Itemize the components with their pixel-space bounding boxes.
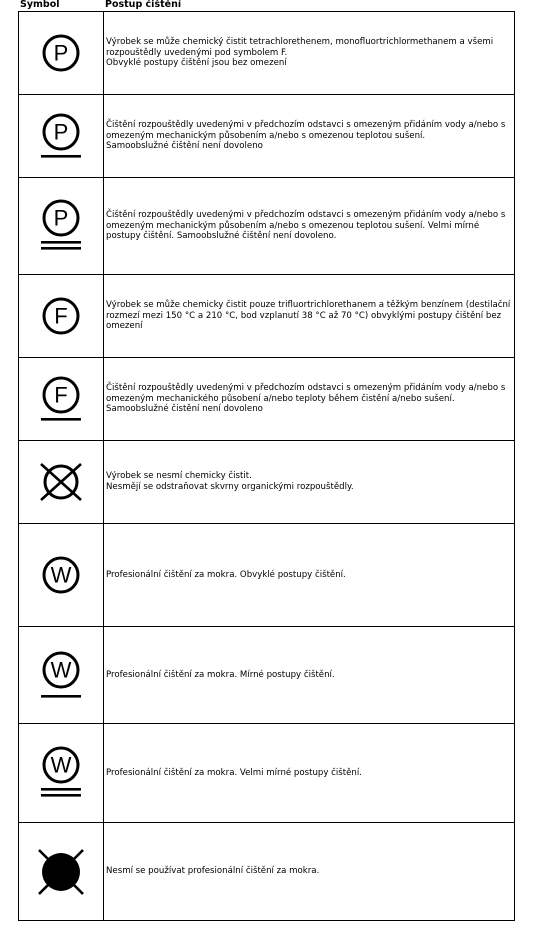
procedure-line: Obvyklé postupy čištění jsou bez omezení <box>106 58 287 69</box>
table-row <box>19 95 515 178</box>
p-circle-double-bar-icon <box>31 193 91 259</box>
procedure-line: Výrobek se nesmí chemicky čistit. <box>106 471 252 482</box>
procedure-cell <box>104 358 515 441</box>
svg-text:W: W <box>50 752 72 778</box>
svg-text:F: F <box>54 303 68 329</box>
procedure-line: Výrobek se může chemický čistit tetrachlorethenem, monofluortrichlormethanem a všemi rozpouštědly uvedenými pod symbolem F. <box>106 37 494 58</box>
svg-text:P: P <box>53 119 69 145</box>
crossed-circle-icon <box>31 452 91 512</box>
procedure-line: Nesmějí se odstraňovat skvrny organickými rozpouštědly. <box>106 482 354 492</box>
f-circle-single-bar-icon <box>31 369 91 429</box>
symbol-cell <box>19 724 104 823</box>
table-row <box>19 12 515 95</box>
w-circle-icon <box>31 545 91 605</box>
table-row <box>19 358 515 441</box>
w-circle-double-bar-icon <box>31 740 91 806</box>
procedure-cell <box>104 95 515 178</box>
symbol-cell <box>19 178 104 275</box>
procedure-line: Samoobslužné čistění není dovoleno <box>106 404 263 415</box>
procedure-cell <box>104 178 515 275</box>
care-symbols-table <box>18 11 515 921</box>
symbol-cell <box>19 12 104 95</box>
table-row <box>19 724 515 823</box>
procedure-cell <box>104 441 515 524</box>
symbol-cell <box>19 524 104 627</box>
f-circle-icon <box>31 286 91 346</box>
procedure-line: Čištění rozpouštědly uvedenými v předchozím odstavci s omezeným přidáním vody a/nebo s omezeným mechanickým působením a/nebo s omezenou teplotou sušení. Velmi mírné postupy čištění. Samoobslužné čištění není dovoleno. <box>106 210 506 242</box>
procedure-cell <box>104 524 515 627</box>
symbol-cell <box>19 95 104 178</box>
p-circle-icon <box>31 23 91 83</box>
procedure-line: Čištění rozpouštědly uvedenými v předchozím odstavci s omezeným přidáním vody a/nebo s omezeným mechanického působení a/nebo teploty během čistění a/nebo sušení. <box>106 383 506 404</box>
table-row <box>19 627 515 724</box>
procedure-cell <box>104 275 515 358</box>
table-row <box>19 275 515 358</box>
table-row <box>19 823 515 921</box>
procedure-cell <box>104 823 515 921</box>
procedure-cell <box>104 12 515 95</box>
crossed-filled-circle-icon <box>29 840 93 904</box>
procedure-line: Nesmí se používat profesionální čištění za mokra. <box>106 866 320 877</box>
p-circle-single-bar-icon <box>31 106 91 166</box>
table-row <box>19 441 515 524</box>
procedure-line: Profesionální čištění za mokra. Obvyklé postupy čištění. <box>106 569 346 580</box>
w-circle-single-bar-icon <box>31 643 91 707</box>
procedure-line: Samoobslužné čištění není dovoleno <box>106 141 263 152</box>
symbol-cell <box>19 275 104 358</box>
symbol-cell <box>19 358 104 441</box>
procedure-line: Čištění rozpouštědly uvedenými v předchozím odstavci s omezeným přidáním vody a/nebo s omezeným mechanickým působením a/nebo s omezenou teplotou sušení. <box>106 120 506 141</box>
procedure-cell <box>104 627 515 724</box>
symbol-cell <box>19 823 104 921</box>
procedure-line: Profesionální čištění za mokra. Mírné postupy čištění. <box>106 669 335 680</box>
table-row <box>19 178 515 275</box>
symbol-column-header: Symbol <box>20 0 60 10</box>
table-row <box>19 524 515 627</box>
svg-text:W: W <box>50 657 72 683</box>
procedure-line: Výrobek se může chemicky čistit pouze trifluortrichlorethanem a těžkým benzínem (destilační rozmezí mezi 150 °C a 210 °C, bod vzplanutí 38 °C až 70 °C) obvyklými postupy čištění bez omezení <box>106 300 511 332</box>
symbol-cell <box>19 441 104 524</box>
svg-text:P: P <box>53 40 69 66</box>
svg-text:F: F <box>54 382 68 408</box>
procedure-column-header: Postup čištění <box>105 0 182 10</box>
procedure-line: Profesionální čištění za mokra. Velmi mírné postupy čištění. <box>106 767 362 778</box>
svg-text:W: W <box>50 562 72 588</box>
svg-text:P: P <box>53 205 69 231</box>
symbol-cell <box>19 627 104 724</box>
procedure-cell <box>104 724 515 823</box>
